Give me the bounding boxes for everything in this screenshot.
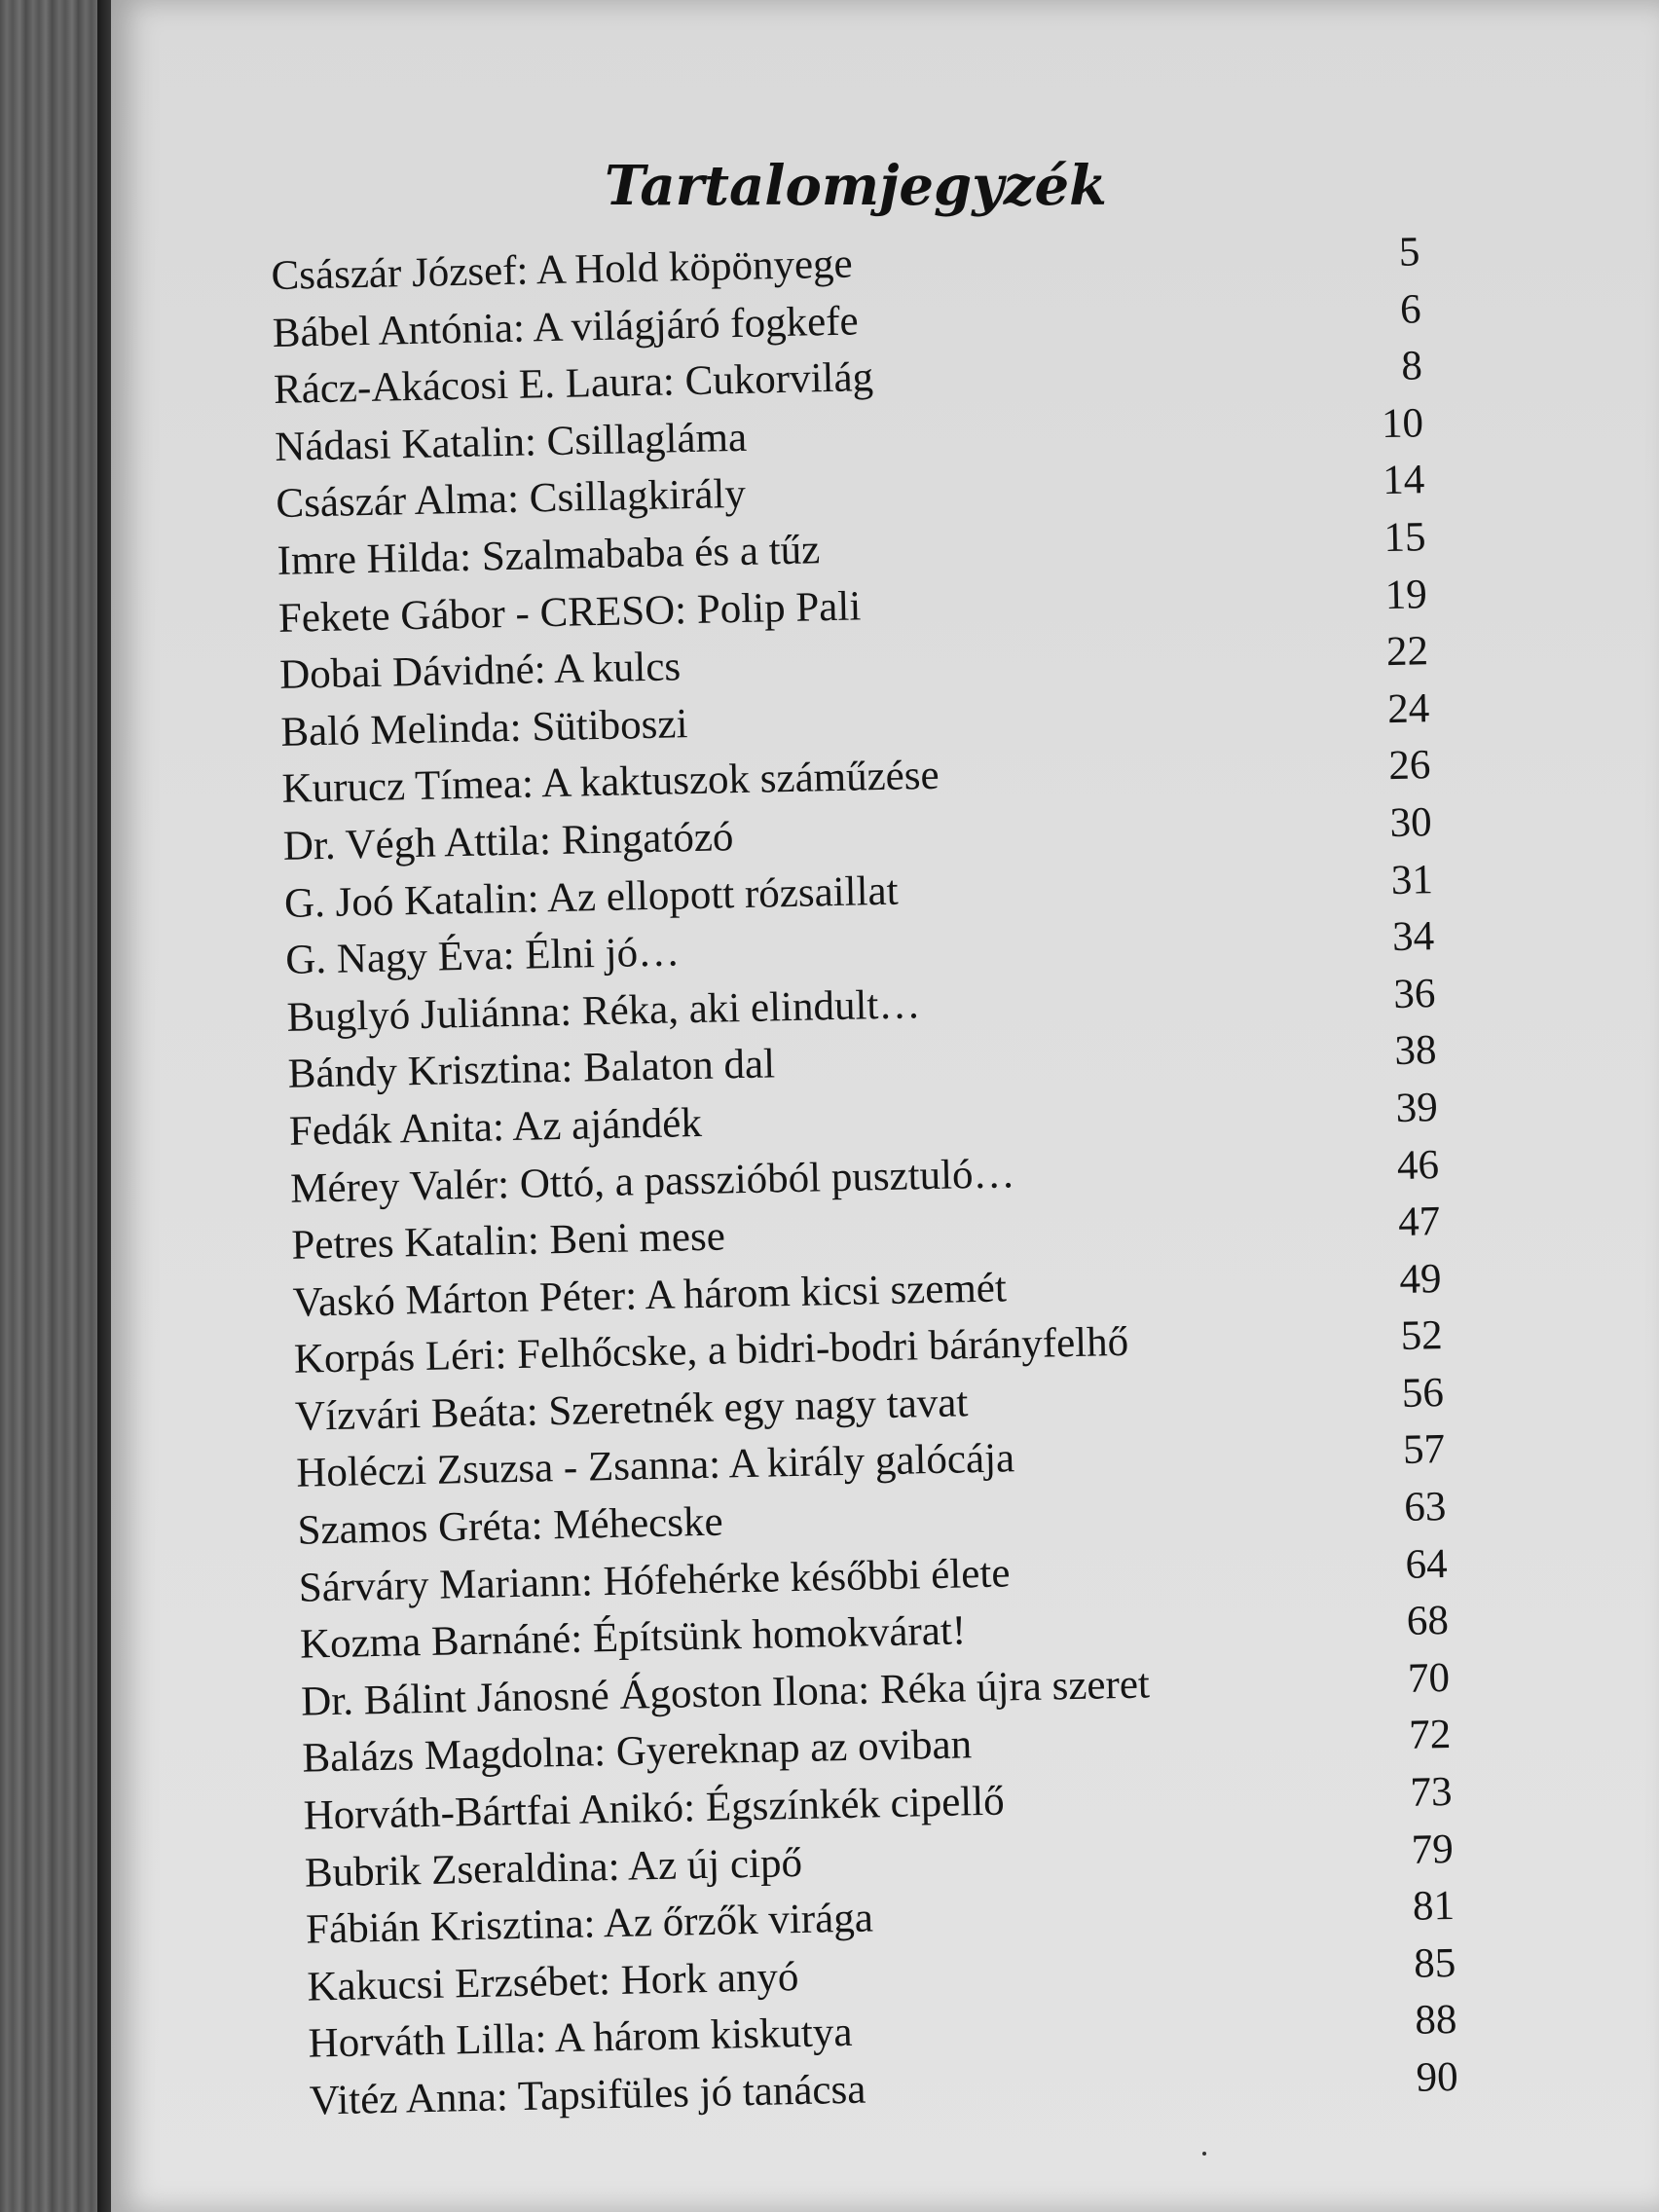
toc-entry-page-number: 85 [1413,1939,1456,1987]
toc-entry-title: Kakucsi Erzsébet: Hork anyó [306,1953,799,2010]
toc-entry-title: Szamos Gréta: Méhecske [297,1498,724,1554]
toc-entry-page-number: 39 [1395,1085,1439,1131]
toc-entry-title: Dr. Bálint Jánosné Ágoston Ilona: Réka újra szeret [300,1661,1151,1725]
toc-entry-page-number: 72 [1408,1712,1452,1759]
toc-entry-title: Petres Katalin: Beni mese [290,1213,726,1269]
toc-entry-page-number: 24 [1386,684,1430,732]
toc-entry-title: Fedák Anita: Az ajándék [288,1099,703,1155]
toc-entry-page-number: 14 [1382,457,1425,504]
toc-entry-page-number: 49 [1398,1255,1442,1303]
page-title: Tartalomjegyzék [605,153,1107,218]
toc-entry-title: Vitéz Anna: Tapsifüles jó tanácsa [309,2066,866,2124]
toc-entry-page-number: 47 [1397,1198,1441,1246]
toc-entry-title: Fábián Krisztina: Az őrzők virága [305,1895,874,1953]
toc-entry-page-number: 15 [1382,514,1426,562]
toc-entry-page-number: 88 [1414,1997,1457,2045]
toc-entry-page-number: 22 [1385,628,1429,676]
toc-entry-title: Császár József: A Hold köpönyege [271,240,854,299]
toc-entry-title: Holéczi Zsuzsa - Zsanna: A király galócája [295,1435,1015,1497]
toc-entry-title: Buglyó Juliánna: Réka, aki elindult… [286,980,921,1041]
toc-entry-title: Mérey Valér: Ottó, a passzióból pusztuló… [289,1150,1015,1212]
toc-entry-page-number: 73 [1409,1768,1453,1816]
toc-entry-page-number: 38 [1394,1027,1438,1075]
toc-entry-title: Vízvári Beáta: Szeretnék egy nagy tavat [294,1380,969,1440]
toc-entry-page-number: 63 [1403,1484,1447,1530]
toc-entry-title: Fekete Gábor - CRESO: Polip Pali [277,582,862,642]
toc-entry-page-number: 56 [1401,1369,1445,1417]
toc-entry-title: Nádasi Katalin: Csillagláma [274,414,748,470]
toc-entry-page-number: 79 [1411,1825,1455,1873]
toc-entry-page-number: 36 [1392,970,1436,1017]
toc-entry-title: Kurucz Tímea: A kaktuszok száműzése [281,753,940,813]
toc-entry-page-number: 10 [1381,400,1424,447]
toc-entry-page-number: 5 [1398,229,1420,276]
toc-entry-title: Dr. Végh Attila: Ringatózó [282,814,734,869]
toc-entry-page-number: 68 [1406,1598,1450,1645]
toc-entry-title: G. Joó Katalin: Az ellopott rózsaillat [283,867,899,927]
toc-entry-page-number: 34 [1391,913,1435,961]
toc-entry-page-number: 52 [1400,1312,1444,1360]
toc-entry-title: Vaskó Márton Péter: A három kicsi szemét [292,1265,1008,1326]
toc-entry-page-number: 64 [1405,1540,1449,1588]
toc-entry-title: Horváth Lilla: A három kiskutya [308,2009,853,2067]
toc-entry-page-number: 26 [1387,742,1431,790]
table-of-contents [271,224,1458,2130]
toc-entry-page-number: 57 [1402,1426,1446,1474]
toc-entry-title: Sárváry Mariann: Hófehérke későbbi élete [298,1550,1011,1611]
toc-entry-page-number: 19 [1384,571,1428,618]
toc-entry-title: Rácz-Akácosi E. Laura: Cukorvilág [273,354,874,414]
toc-entry-title: Császár Alma: Csillagkirály [276,471,747,528]
toc-entry-title: Kozma Barnáné: Építsünk homokvárat! [299,1607,967,1668]
toc-entry-title: Balázs Magdolna: Gyereknap az oviban [302,1721,973,1783]
toc-entry-page-number: 30 [1389,799,1433,846]
toc-entry-page-number: 90 [1416,2053,1459,2101]
toc-entry-title: Imre Hilda: Szalmababa és a tűz [276,527,821,584]
toc-entry-page-number: 46 [1396,1141,1440,1189]
toc-entry-page-number: 81 [1412,1883,1456,1931]
toc-entry-title: Bándy Krisztina: Balaton dal [287,1041,776,1098]
page-speck [1202,2152,1206,2156]
toc-entry-page-number: 8 [1400,343,1423,389]
toc-entry-title: G. Nagy Éva: Élni jó… [284,929,681,983]
toc-entry-title: Bábel Antónia: A világjáró fogkefe [272,297,860,356]
toc-entry-title: Baló Melinda: Sütiboszi [279,700,688,756]
toc-entry-title: Dobai Dávidné: A kulcs [278,644,682,699]
toc-entry-page-number: 70 [1407,1654,1451,1702]
toc-entry-page-number: 6 [1399,285,1422,333]
toc-entry-title: Korpás Léri: Felhőcske, a bidri-bodri bárányfelhő [293,1319,1129,1383]
toc-entry-title: Bubrik Zseraldina: Az új cipő [304,1839,803,1897]
toc-entry-page-number: 31 [1390,856,1434,903]
toc-entry-title: Horváth-Bártfai Anikó: Égszínkék cipellő [303,1778,1006,1839]
